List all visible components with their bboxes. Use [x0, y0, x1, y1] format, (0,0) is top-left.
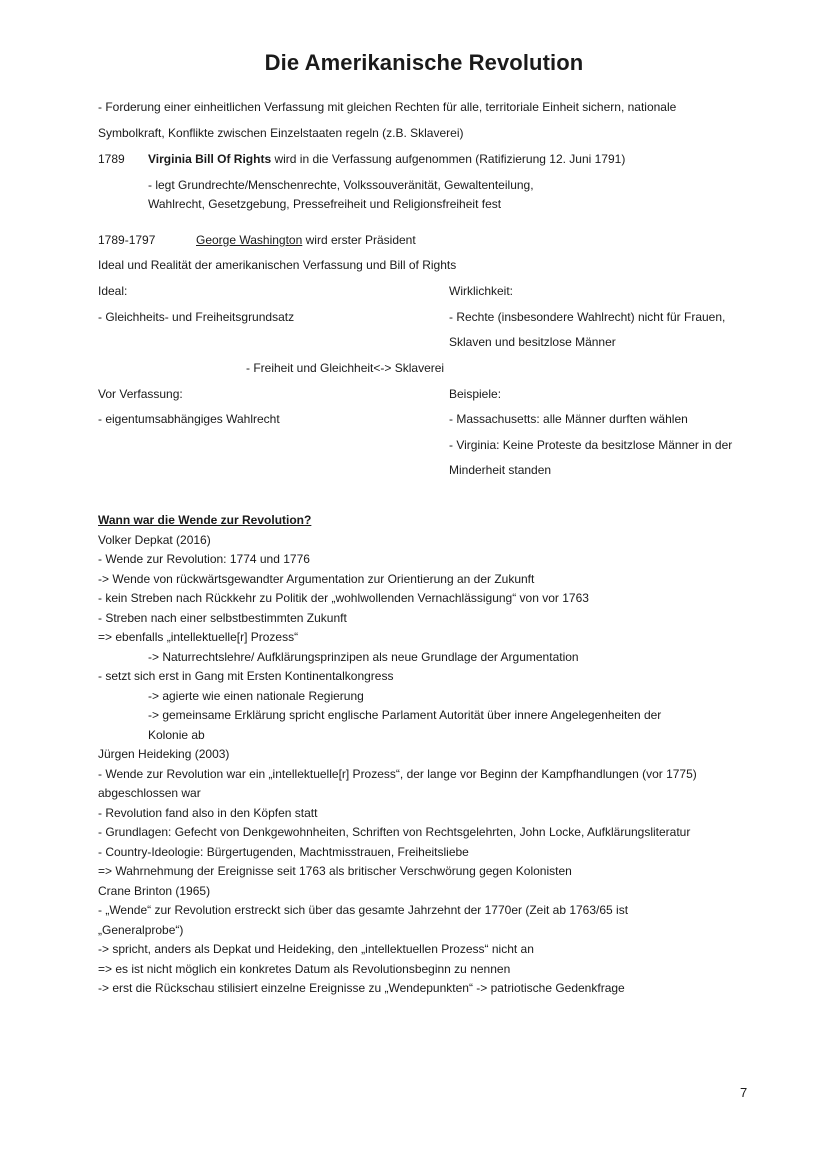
page-title: Die Amerikanische Revolution	[264, 50, 584, 75]
beispiele-label: Beispiele:	[449, 387, 502, 401]
entry-1789-text	[148, 152, 625, 167]
wirklichkeit-item-2: Sklaven und besitzlose Männer	[449, 335, 616, 349]
text-line: - setzt sich erst in Gang mit Ersten Kontinentalkongress	[98, 669, 394, 683]
entry-1789-sub-2: Wahlrecht, Gesetzgebung, Pressefreiheit und Religionsfreiheit fest	[148, 197, 502, 211]
text-line: - Country-Ideologie: Bürgertugenden, Machtmisstrauen, Freiheitsliebe	[98, 845, 469, 859]
entry-washington-rest: wird erster Präsident	[302, 233, 416, 247]
year-1789: 1789	[98, 152, 125, 166]
entry-washington	[196, 233, 416, 248]
virginia-bill-of-rights: Virginia Bill Of Rights	[148, 152, 272, 166]
page-number: 7	[740, 1085, 748, 1100]
beispiel-3: Minderheit standen	[449, 463, 552, 477]
text-line: => Wahrnehmung der Ereignisse seit 1763 als britischer Verschwörung gegen Kolonisten	[98, 864, 572, 878]
text-line: - Streben nach einer selbstbestimmten Zukunft	[98, 611, 347, 625]
text-line: Crane Brinton (1965)	[98, 884, 211, 898]
text-line: -> erst die Rückschau stilisiert einzelne Ereignisse zu „Wendepunkten“ -> patriotische Gedenkfrage	[98, 981, 625, 995]
vor-verfassung-label: Vor Verfassung:	[98, 387, 183, 401]
intro-line-1: - Forderung einer einheitlichen Verfassung mit gleichen Rechten für alle, territoriale Einheit sichern, nationale	[98, 100, 677, 114]
text-line: => es ist nicht möglich ein konkretes Datum als Revolutionsbeginn zu nennen	[98, 962, 511, 976]
text-line: abgeschlossen war	[98, 786, 201, 800]
text-line: - kein Streben nach Rückkehr zu Politik der „wohlwollenden Vernachlässigung“ von vor 1763	[98, 591, 589, 605]
text-line: - Revolution fand also in den Köpfen statt	[98, 806, 318, 820]
text-line: -> Naturrechtslehre/ Aufklärungsprinzipen als neue Grundlage der Argumentation	[148, 650, 579, 664]
freedom-slavery-line: - Freiheit und Gleichheit<-> Sklaverei	[246, 361, 445, 375]
vor-verfassung-item: - eigentumsabhängiges Wahlrecht	[98, 412, 280, 426]
section-heading-wende: Wann war die Wende zur Revolution?	[98, 513, 312, 527]
ideal-label: Ideal:	[98, 284, 128, 298]
text-line: - Wende zur Revolution war ein „intellektuelle[r] Prozess“, der lange vor Beginn der Kampfhandlungen (vor 1775)	[98, 767, 697, 781]
ideal-item: - Gleichheits- und Freiheitsgrundsatz	[98, 310, 295, 324]
intro-line-2: Symbolkraft, Konflikte zwischen Einzelstaaten regeln (z.B. Sklaverei)	[98, 126, 464, 140]
ideal-reality-heading: Ideal und Realität der amerikanischen Verfassung und Bill of Rights	[98, 258, 457, 272]
wirklichkeit-label: Wirklichkeit:	[449, 284, 514, 298]
george-washington: George Washington	[196, 233, 303, 247]
text-line: Volker Depkat (2016)	[98, 533, 211, 547]
entry-1789-rest: wird in die Verfassung aufgenommen (Ratifizierung 12. Juni 1791)	[271, 152, 626, 166]
text-line: -> Wende von rückwärtsgewandter Argumentation zur Orientierung an der Zukunft	[98, 572, 535, 586]
text-line: -> gemeinsame Erklärung spricht englische Parlament Autorität über innere Angelegenheiten der	[148, 708, 662, 722]
years-1789-1797: 1789-1797	[98, 233, 156, 247]
text-line: - Grundlagen: Gefecht von Denkgewohnheiten, Schriften von Rechtsgelehrten, John Locke, Aufklärungsliteratur	[98, 825, 691, 839]
text-line: -> agierte wie einen nationale Regierung	[148, 689, 364, 703]
beispiel-2: - Virginia: Keine Proteste da besitzlose Männer in der	[449, 438, 733, 452]
text-line: Kolonie ab	[148, 728, 205, 742]
text-line: -> spricht, anders als Depkat und Heideking, den „intellektuellen Prozess“ nicht an	[98, 942, 534, 956]
text-line: Jürgen Heideking (2003)	[98, 747, 230, 761]
entry-1789-sub-1: - legt Grundrechte/Menschenrechte, Volkssouveränität, Gewaltenteilung,	[148, 178, 534, 192]
text-line: „Generalprobe“)	[98, 923, 184, 937]
text-line: => ebenfalls „intellektuelle[r] Prozess“	[98, 630, 299, 644]
beispiel-1: - Massachusetts: alle Männer durften wählen	[449, 412, 688, 426]
text-line: - Wende zur Revolution: 1774 und 1776	[98, 552, 310, 566]
text-line: - „Wende“ zur Revolution erstreckt sich über das gesamte Jahrzehnt der 1770er (Zeit ab 1763/65 ist	[98, 903, 629, 917]
wirklichkeit-item-1: - Rechte (insbesondere Wahlrecht) nicht für Frauen,	[449, 310, 726, 324]
